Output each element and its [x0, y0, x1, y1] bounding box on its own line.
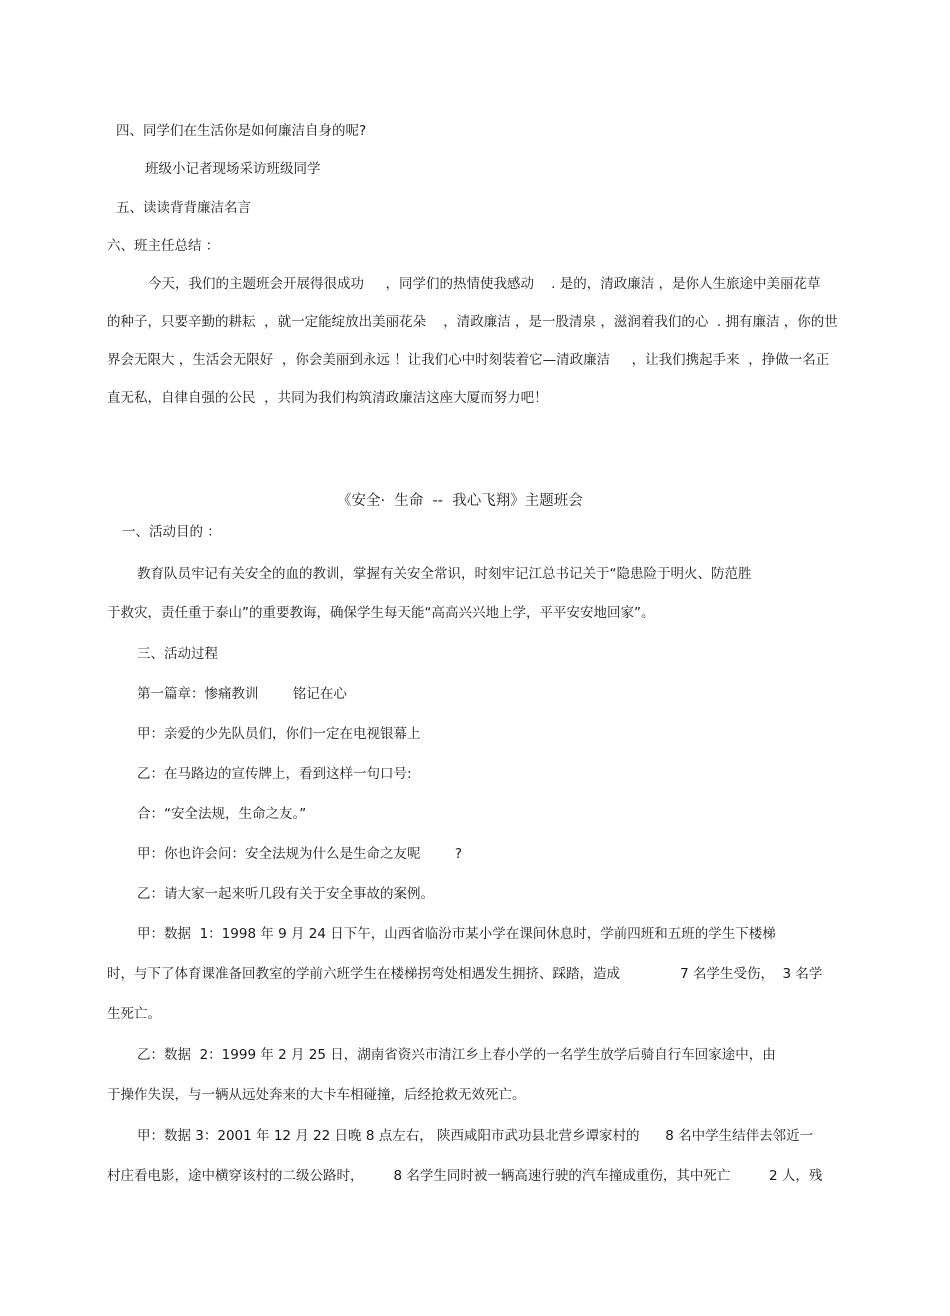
dialogue-line: 乙：在马路边的宣传牌上，看到这样一句口号: — [137, 766, 412, 782]
purpose-line: 教育队员牢记有关安全的血的教训，掌握有关安全常识，时刻牢记江总书记关于“隐患险于明火、防范胜 — [137, 566, 752, 582]
dialogue-line: 甲：亲爱的少先队员们，你们一定在电视银幕上 — [137, 726, 421, 742]
page-title: 《安全· 生命 -- 我心飞翔》主题班会 — [337, 493, 583, 509]
item5-heading: 五、读读背背廉洁名言 — [116, 200, 251, 216]
dialogue-line: 合：“安全法规，生命之友。” — [137, 806, 307, 822]
case-line: 甲：数据 3：2001 年 12 月 22 日晚 8 点左右， 陕西咸阳市武功县北营乡谭家村的 8 名中学生结伴去邻近一 — [137, 1128, 814, 1144]
case-line: 甲：数据 1：1998 年 9 月 24 日下午，山西省临汾市某小学在课间休息时，学前四班和五班的学生下楼梯 — [137, 926, 776, 942]
process-heading: 三、活动过程 — [137, 646, 218, 662]
item6-heading: 六、班主任总结 ： — [107, 238, 220, 254]
item4-subtext: 班级小记者现场采访班级同学 — [145, 161, 321, 177]
summary-line: 的种子，只要辛勤的耕耘 ，就一定能绽放出美丽花朵 ，清政廉洁 ，是一股清泉 ，滋润着我们的心 . 拥有廉洁 ，你的世 — [107, 314, 838, 330]
chapter-heading: 第一篇章：惨痛教训 铭记在心 — [137, 686, 347, 702]
case-line: 乙：数据 2：1999 年 2 月 25 日，湖南省资兴市清江乡上春小学的一名学生放学后骑自行车回家途中，由 — [137, 1047, 776, 1063]
dialogue-line: 甲：你也许会问：安全法规为什么是生命之友呢 ? — [137, 846, 462, 862]
case-line: 于操作失误，与一辆从远处奔来的大卡车相碰撞，后经抢救无效死亡。 — [107, 1087, 526, 1103]
dialogue-line: 乙：请大家一起来听几段有关于安全事故的案例。 — [137, 886, 434, 902]
summary-line: 今天，我们的主题班会开展得很成功 ，同学们的热情使我感动 . 是的，清政廉洁 ，是你人生旅途中美丽花草 — [148, 276, 821, 292]
case-line: 村庄看电影，途中横穿该村的二级公路时， 8 名学生同时被一辆高速行驶的汽车撞成重伤，其中死亡 2 人，残 — [107, 1168, 823, 1184]
item4-heading: 四、同学们在生活你是如何廉洁自身的呢? — [116, 123, 367, 139]
summary-line: 直无私，自律自强的公民 ，共同为我们构筑清政廉洁这座大厦而努力吧！ — [107, 390, 548, 406]
purpose-heading: 一、活动目的 ： — [122, 524, 221, 540]
purpose-line: 于救灾，责任重于泰山”的重要教诲，确保学生每天能“高高兴兴地上学，平平安安地回家”。 — [107, 605, 655, 621]
summary-line: 界会无限大 ，生活会无限好 ，你会美丽到永远 ！让我们心中时刻装着它—清政廉洁 ，让我们携起手来 ，挣做一名正 — [107, 352, 830, 368]
case-line: 时，与下了体育课准备回教室的学前六班学生在楼梯拐弯处相遇发生拥挤、踩踏，造成 7 名学生受伤， 3 名学 — [107, 966, 823, 982]
case-line: 生死亡。 — [107, 1006, 161, 1022]
